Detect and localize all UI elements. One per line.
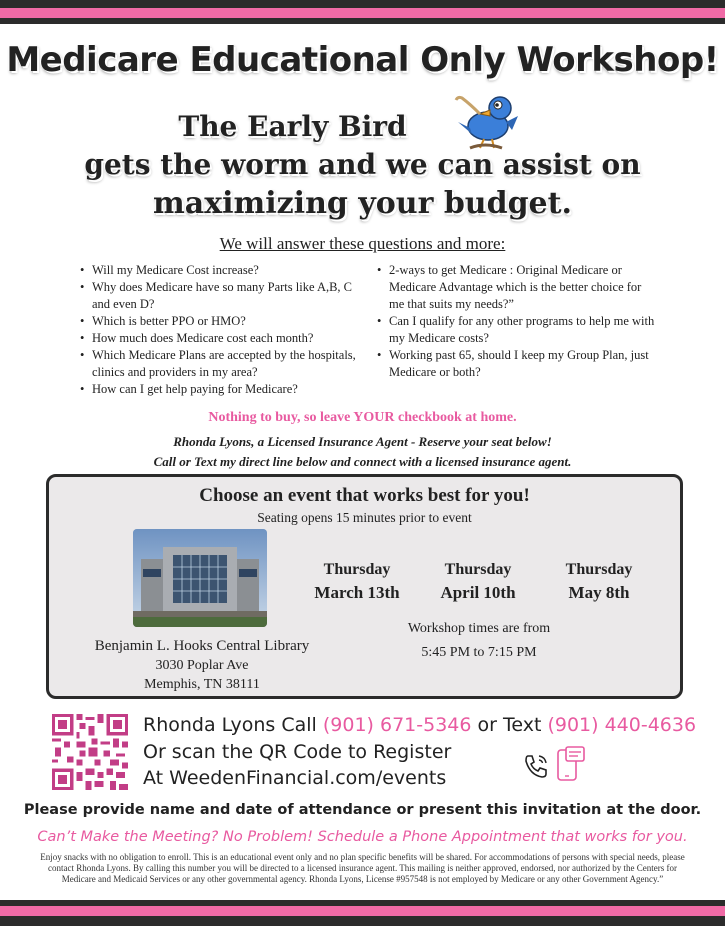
library-name: Benjamin L. Hooks Central Library <box>94 638 310 654</box>
or-text-label: or Text <box>477 714 542 736</box>
workshop-times-value: 5:45 PM to 7:15 PM <box>421 645 537 660</box>
workshop-times <box>379 617 579 665</box>
event-date-day: Thursday <box>565 561 633 578</box>
questions-list-right <box>377 262 657 381</box>
top-stripe-dark <box>0 0 725 8</box>
call-number-link[interactable]: (901) 671-5346 <box>322 714 472 736</box>
bottom-stripe-dark-2 <box>0 916 725 926</box>
list-item: • Working past 65, should I keep my Group Plan, just Medicare or both? <box>377 347 657 381</box>
text-number-link[interactable]: (901) 440-4636 <box>547 714 697 736</box>
attendance-note: Please provide name and date of attendance or present this invitation at the door. <box>23 802 702 818</box>
event-date-value: March 13th <box>314 583 400 602</box>
checkbook-note: Nothing to buy, so leave YOUR checkbook at home. <box>208 410 517 425</box>
scan-line: Or scan the QR Code to Register <box>143 741 452 763</box>
event-date-day: Thursday <box>444 561 512 578</box>
list-item: • Which Medicare Plans are accepted by the hospitals, clinics and providers in my area? <box>80 347 365 381</box>
tagline-line-3: maximizing your budget. <box>153 186 572 221</box>
contact-name: Rhonda Lyons Call <box>143 714 317 736</box>
list-item: • How can I get help paying for Medicare? <box>80 381 365 398</box>
event-box <box>46 474 683 699</box>
tagline-line-1: The Early Bird <box>178 110 407 143</box>
website-link[interactable]: At WeedenFinancial.com/events <box>143 767 447 789</box>
event-date-day: Thursday <box>323 561 391 578</box>
library-street: 3030 Poplar Ave <box>155 658 249 673</box>
top-stripe-pink <box>0 8 725 18</box>
event-date-3 <box>534 561 664 603</box>
list-item: • 2-ways to get Medicare : Original Medicare or Medicare Advantage which is the better choice for me that suits my needs?” <box>377 262 657 313</box>
event-title: Choose an event that works best for you! <box>199 485 530 506</box>
agent-line-1: Rhonda Lyons, a Licensed Insurance Agent - Reserve your seat below! <box>173 434 552 449</box>
phone-icon <box>522 752 550 780</box>
event-date-2 <box>413 561 543 603</box>
list-item: • Can I qualify for any other programs to help me with my Medicare costs? <box>377 313 657 347</box>
list-item: • Why does Medicare have so many Parts like A,B, C and even D? <box>80 279 365 313</box>
list-item: • Which is better PPO or HMO? <box>80 313 365 330</box>
event-date-1 <box>292 561 422 603</box>
tagline-line-2: gets the worm and we can assist on <box>84 148 641 181</box>
early-bird-icon <box>440 92 520 152</box>
list-item: • Will my Medicare Cost increase? <box>80 262 365 279</box>
top-stripe-dark-2 <box>0 18 725 24</box>
fine-print: Enjoy snacks with no obligation to enroll. This is an educational event only and no plan specific benefits will be shared. For accommodations of persons with special needs, please contact Rhonda Lyons. By calling this number you will be directed to a licensed insurance agent. This mailing is neither approved, endorsed, nor authorized by the Centers for Medicare and Medicaid Services or any other governmental agency. Rhonda Lyons, License #957548 is not employed by Medicare or any other Government Agency.” <box>40 852 685 884</box>
page-title: Medicare Educational Only Workshop! <box>6 40 719 80</box>
list-item: • How much does Medicare cost each month? <box>80 330 365 347</box>
workshop-times-label: Workshop times are from <box>407 621 551 636</box>
event-subtitle: Seating opens 15 minutes prior to event <box>257 510 472 525</box>
bottom-stripe-pink <box>0 906 725 916</box>
agent-line-2: Call or Text my direct line below and connect with a licensed insurance agent. <box>153 454 572 469</box>
questions-list-left <box>80 262 365 398</box>
qr-code[interactable] <box>52 714 128 790</box>
library-photo <box>133 529 267 627</box>
library-address <box>52 637 352 694</box>
event-date-value: April 10th <box>440 583 516 602</box>
library-city: Memphis, TN 38111 <box>144 677 260 692</box>
questions-heading: We will answer these questions and more: <box>219 234 506 253</box>
contact-phone-line <box>143 714 696 736</box>
event-date-value: May 8th <box>568 583 630 602</box>
phone-appointment-note: Can’t Make the Meeting? No Problem! Schedule a Phone Appointment that works for you. <box>37 829 688 845</box>
sms-icon <box>556 746 586 782</box>
